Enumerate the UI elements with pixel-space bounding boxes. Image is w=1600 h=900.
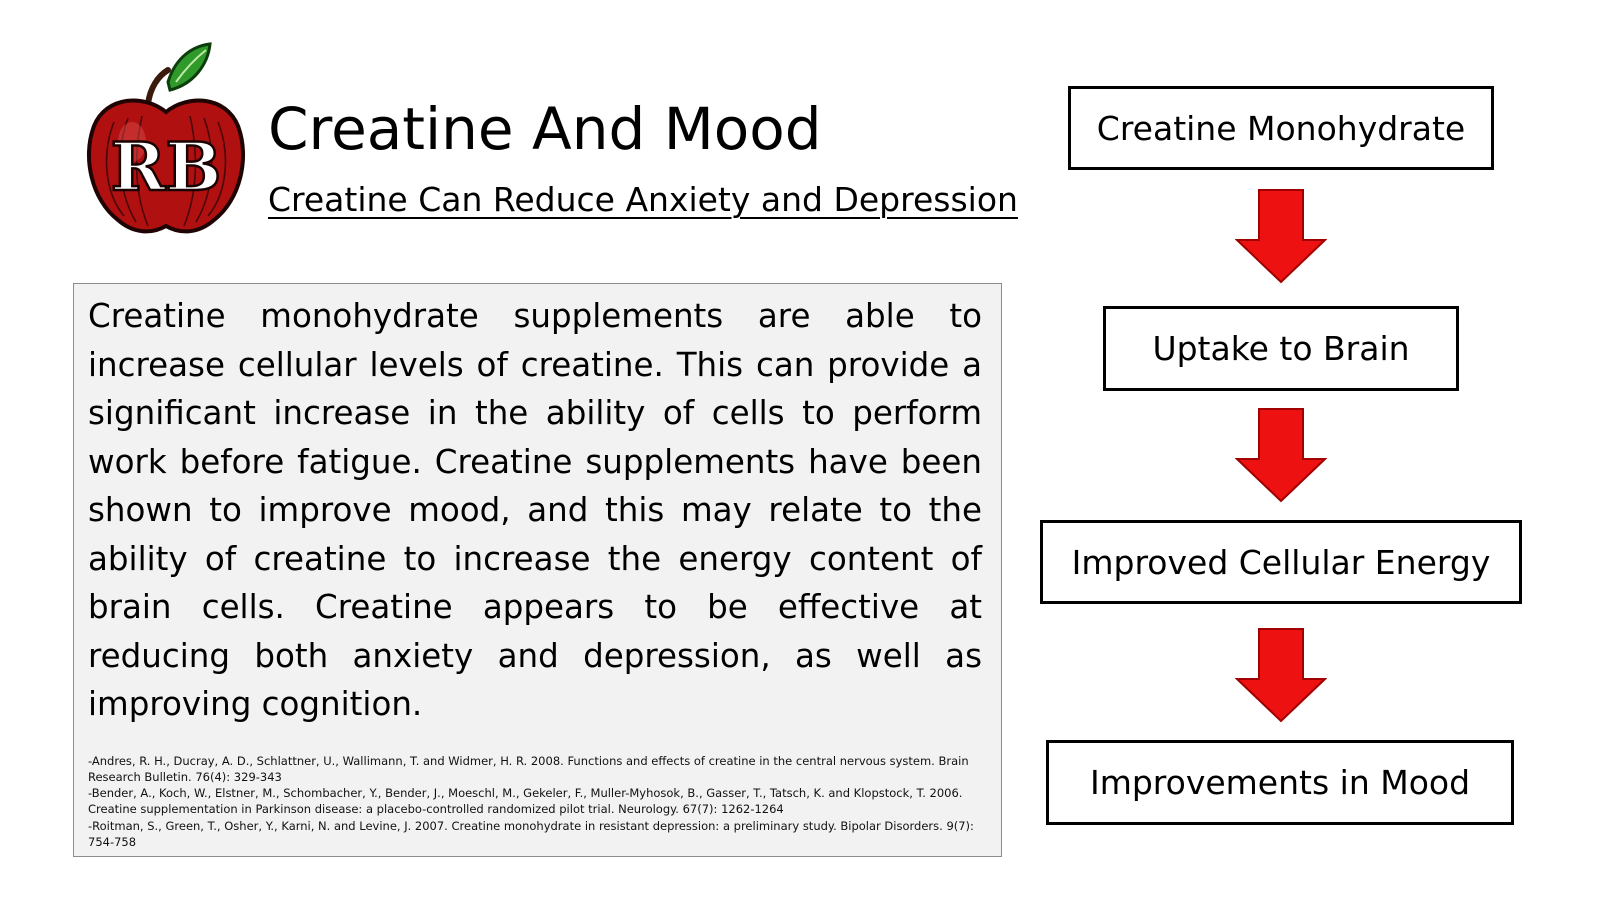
flow-step-improved-cellular-energy: Improved Cellular Energy	[1040, 520, 1522, 604]
info-panel	[73, 283, 1002, 857]
reference-item: -Andres, R. H., Ducray, A. D., Schlattner, U., Wallimann, T. and Widmer, H. R. 2008. Functions and effects of creatine in the central nervous system. Brain Research Bulletin. 76(4): 329-343	[88, 753, 969, 784]
references-list	[88, 753, 982, 851]
reference-item: -Bender, A., Koch, W., Elstner, M., Schombacher, Y., Bender, J., Moeschl, M., Gekeler, F., Muller-Myhosok, B., Gasser, T., Tatsch, K. and Klopstock, T. 2006. Creatine supplementation in Parkinson disease: a placebo-controlled randomized pilot trial. Neurology. 67(7): 1262-1264	[88, 786, 963, 817]
page-title: Creatine And Mood	[268, 95, 822, 163]
body-paragraph: Creatine monohydrate supplements are able to increase cellular levels of creatine. This can provide a significant increase in the ability of cells to perform work before fatigue. Creatine supplements have been shown to improve mood, and this may relate to the ability of creatine to increase the energy content of brain cells. Creatine appears to be effective at reducing both anxiety and depression, as well as improving cognition.	[88, 297, 982, 723]
flow-step-creatine-monohydrate: Creatine Monohydrate	[1068, 86, 1494, 170]
flow-step-uptake-to-brain: Uptake to Brain	[1103, 306, 1459, 391]
reference-item: -Roitman, S., Green, T., Osher, Y., Karni, N. and Levine, J. 2007. Creatine monohydrate in resistant depression: a preliminary study. Bipolar Disorders. 9(7): 754-758	[88, 818, 974, 849]
logo-monogram: RB	[110, 128, 222, 206]
down-arrow-icon	[1235, 627, 1327, 723]
down-arrow-icon	[1235, 407, 1327, 503]
down-arrow-icon	[1235, 188, 1327, 284]
flow-step-improvements-in-mood: Improvements in Mood	[1046, 740, 1514, 825]
page-subtitle: Creatine Can Reduce Anxiety and Depression	[268, 180, 1018, 219]
apple-logo-icon	[84, 42, 248, 242]
